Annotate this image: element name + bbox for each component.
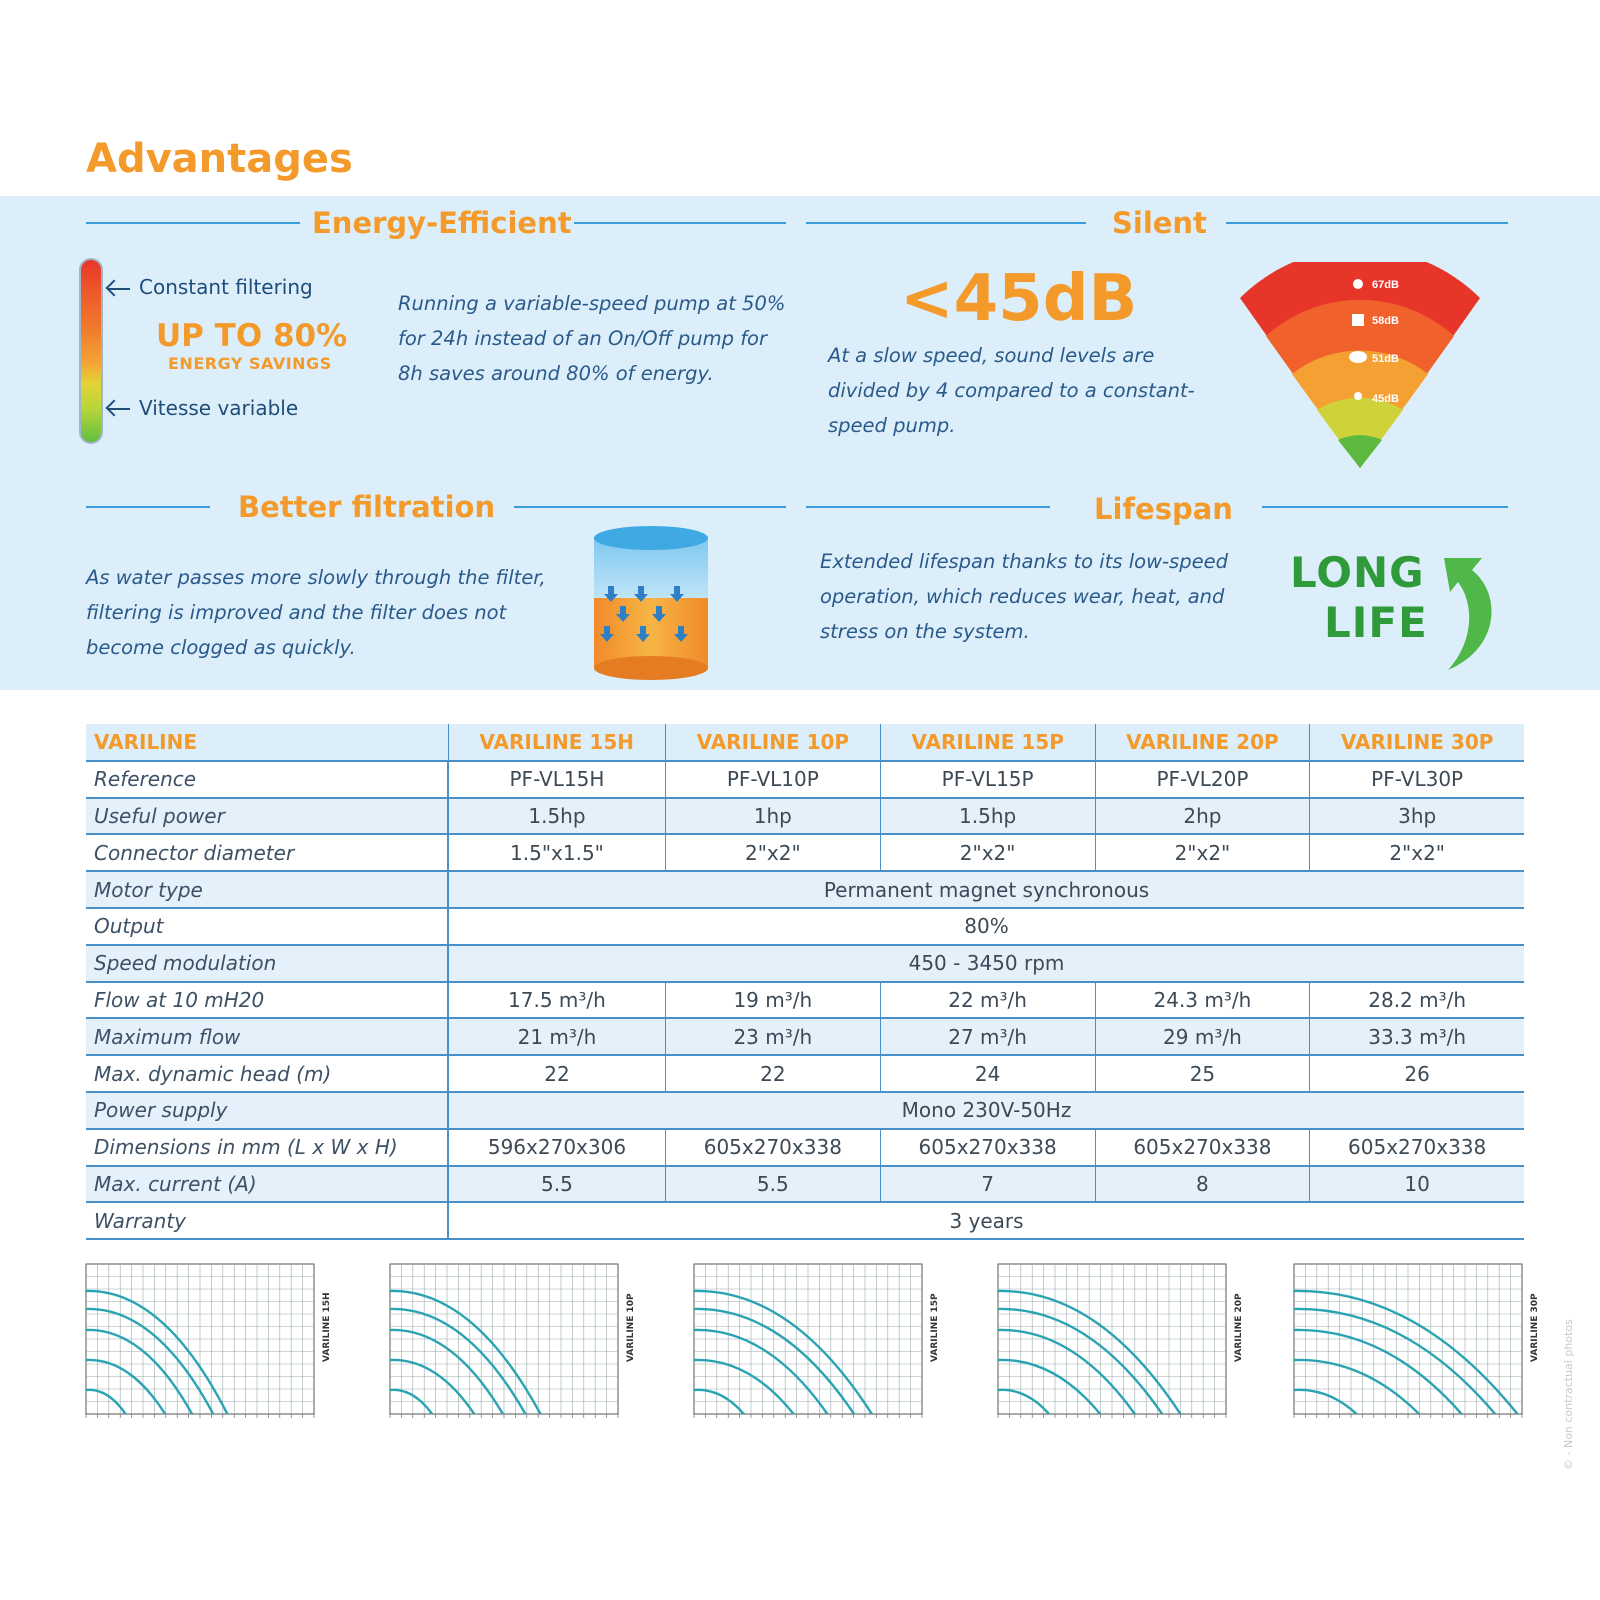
table-row xyxy=(86,1202,1524,1239)
row-label: Output xyxy=(86,908,448,945)
table-cell: PF-VL10P xyxy=(665,761,880,798)
table-row xyxy=(86,945,1524,982)
table-row xyxy=(86,1166,1524,1203)
table-cell: 28.2 m³/h xyxy=(1310,982,1524,1019)
table-header: VARILINE xyxy=(86,724,448,761)
table-row xyxy=(86,1129,1524,1166)
energy-text: Running a variable-speed pump at 50% for 24h instead of an On/Off pump for 8h saves around 80% of energy. xyxy=(398,292,786,385)
table-cell: 24.3 m³/h xyxy=(1095,982,1310,1019)
person-icon xyxy=(1353,279,1363,289)
long-life-line2: LIFE xyxy=(1324,598,1428,647)
energy-title: Energy-Efficient xyxy=(312,206,572,240)
performance-chart xyxy=(56,1254,332,1440)
row-label: Maximum flow xyxy=(86,1018,448,1055)
table-cell: 21 m³/h xyxy=(448,1018,665,1055)
divider xyxy=(514,506,786,508)
divider xyxy=(86,222,300,224)
table-cell: 1.5hp xyxy=(448,798,665,835)
footnote: © - Non contractual photos xyxy=(1562,1319,1575,1470)
chart-model-label: VARILINE 15P xyxy=(930,1293,940,1362)
table-cell: 605x270x338 xyxy=(1095,1129,1310,1166)
table-cell: 29 m³/h xyxy=(1095,1018,1310,1055)
table-cell: 605x270x338 xyxy=(880,1129,1095,1166)
table-header: VARILINE 15P xyxy=(880,724,1095,761)
thermometer-icon xyxy=(79,258,103,444)
table-row xyxy=(86,982,1524,1019)
performance-chart xyxy=(360,1254,636,1440)
noise-fan-icon xyxy=(1240,262,1490,472)
energy-savings-value: UP TO 80% xyxy=(156,318,348,354)
table-cell: 23 m³/h xyxy=(665,1018,880,1055)
lifespan-title: Lifespan xyxy=(1094,492,1233,526)
table-row xyxy=(86,908,1524,945)
table-cell: 10 xyxy=(1310,1166,1524,1203)
divider xyxy=(86,506,210,508)
performance-chart xyxy=(968,1254,1244,1440)
table-row xyxy=(86,761,1524,798)
filtration-text: As water passes more slowly through the filter, filtering is improved and the filter does not become clogged as quickly. xyxy=(86,566,546,659)
table-cell: 24 xyxy=(880,1055,1095,1092)
table-cell: 8 xyxy=(1095,1166,1310,1203)
long-life-line1: LONG xyxy=(1290,548,1425,597)
table-cell: 2hp xyxy=(1095,798,1310,835)
table-cell: 1hp xyxy=(665,798,880,835)
curve-plot xyxy=(1264,1254,1524,1440)
table-row xyxy=(86,871,1524,908)
row-label: Reference xyxy=(86,761,448,798)
divider xyxy=(1226,222,1508,224)
table-cell: PF-VL30P xyxy=(1310,761,1524,798)
table-cell: 27 m³/h xyxy=(880,1018,1095,1055)
table-cell: 5.5 xyxy=(665,1166,880,1203)
variable-speed-label: Vitesse variable xyxy=(139,396,299,420)
table-cell: 596x270x306 xyxy=(448,1129,665,1166)
curved-arrow-icon xyxy=(1414,552,1504,676)
row-label: Max. dynamic head (m) xyxy=(86,1055,448,1092)
table-cell: 26 xyxy=(1310,1055,1524,1092)
noise-level-58: 58dB xyxy=(1372,315,1399,327)
table-cell: PF-VL20P xyxy=(1095,761,1310,798)
performance-chart xyxy=(664,1254,940,1440)
table-cell: 80% xyxy=(448,908,1524,945)
table-row xyxy=(86,1092,1524,1129)
table-header: VARILINE 20P xyxy=(1095,724,1310,761)
table-cell: 22 m³/h xyxy=(880,982,1095,1019)
table-cell: 605x270x338 xyxy=(1310,1129,1524,1166)
table-cell: Permanent magnet synchronous xyxy=(448,871,1524,908)
speech-icon xyxy=(1349,351,1367,363)
table-cell: PF-VL15H xyxy=(448,761,665,798)
noise-level-45: 45dB xyxy=(1372,393,1399,405)
divider xyxy=(574,222,786,224)
divider xyxy=(806,222,1086,224)
table-cell: Mono 230V-50Hz xyxy=(448,1092,1524,1129)
row-label: Power supply xyxy=(86,1092,448,1129)
table-cell: 33.3 m³/h xyxy=(1310,1018,1524,1055)
table-cell: 2"x2" xyxy=(665,834,880,871)
table-cell: 2"x2" xyxy=(880,834,1095,871)
table-cell: 605x270x338 xyxy=(665,1129,880,1166)
divider xyxy=(1262,506,1508,508)
curve-plot xyxy=(56,1254,316,1440)
curve-plot xyxy=(968,1254,1228,1440)
row-label: Max. current (A) xyxy=(86,1166,448,1203)
table-header: VARILINE 10P xyxy=(665,724,880,761)
table-cell: 1.5hp xyxy=(880,798,1095,835)
advantages-title: Advantages xyxy=(86,136,353,182)
filtration-title: Better filtration xyxy=(238,490,496,524)
table-cell: 3 years xyxy=(448,1202,1524,1239)
curve-plot xyxy=(360,1254,620,1440)
chart-model-label: VARILINE 15H xyxy=(322,1292,332,1362)
row-label: Warranty xyxy=(86,1202,448,1239)
leaf-icon xyxy=(1354,392,1362,400)
chart-model-label: VARILINE 20P xyxy=(1234,1293,1244,1362)
table-cell: PF-VL15P xyxy=(880,761,1095,798)
row-label: Connector diameter xyxy=(86,834,448,871)
spec-table xyxy=(86,724,1524,1240)
filter-cylinder-icon xyxy=(590,524,712,684)
row-label: Flow at 10 mH20 xyxy=(86,982,448,1019)
table-cell: 17.5 m³/h xyxy=(448,982,665,1019)
table-row xyxy=(86,834,1524,871)
performance-chart xyxy=(1264,1254,1540,1440)
table-cell: 7 xyxy=(880,1166,1095,1203)
row-label: Dimensions in mm (L x W x H) xyxy=(86,1129,448,1166)
table-row xyxy=(86,798,1524,835)
silent-title: Silent xyxy=(1112,206,1207,240)
table-cell: 25 xyxy=(1095,1055,1310,1092)
lifespan-text: Extended lifespan thanks to its low-speed operation, which reduces wear, heat, and stress on the system. xyxy=(820,550,1228,643)
divider xyxy=(806,506,1050,508)
table-header-row xyxy=(86,724,1524,761)
table-cell: 3hp xyxy=(1310,798,1524,835)
table-cell: 19 m³/h xyxy=(665,982,880,1019)
noise-level-67: 67dB xyxy=(1372,279,1399,291)
table-cell: 2"x2" xyxy=(1095,834,1310,871)
table-cell: 22 xyxy=(665,1055,880,1092)
long-life-badge xyxy=(1290,548,1428,648)
row-label: Motor type xyxy=(86,871,448,908)
energy-savings-label: ENERGY SAVINGS xyxy=(168,354,332,373)
table-row xyxy=(86,1055,1524,1092)
chart-model-label: VARILINE 10P xyxy=(626,1293,636,1362)
table-cell: 2"x2" xyxy=(1310,834,1524,871)
chart-model-label: VARILINE 30P xyxy=(1530,1293,1540,1362)
curve-plot xyxy=(664,1254,924,1440)
table-cell: 5.5 xyxy=(448,1166,665,1203)
noise-level-51: 51dB xyxy=(1372,353,1399,365)
table-cell: 22 xyxy=(448,1055,665,1092)
table-header: VARILINE 15H xyxy=(448,724,665,761)
table-cell: 450 - 3450 rpm xyxy=(448,945,1524,982)
machine-icon xyxy=(1352,314,1364,326)
table-cell: 1.5"x1.5" xyxy=(448,834,665,871)
row-label: Useful power xyxy=(86,798,448,835)
row-label: Speed modulation xyxy=(86,945,448,982)
table-row xyxy=(86,1018,1524,1055)
noise-level-value: <45dB xyxy=(900,262,1138,336)
constant-filtering-label: Constant filtering xyxy=(139,275,313,299)
table-header: VARILINE 30P xyxy=(1310,724,1524,761)
silent-text: At a slow speed, sound levels are divided by 4 compared to a constant- speed pump. xyxy=(828,344,1195,437)
